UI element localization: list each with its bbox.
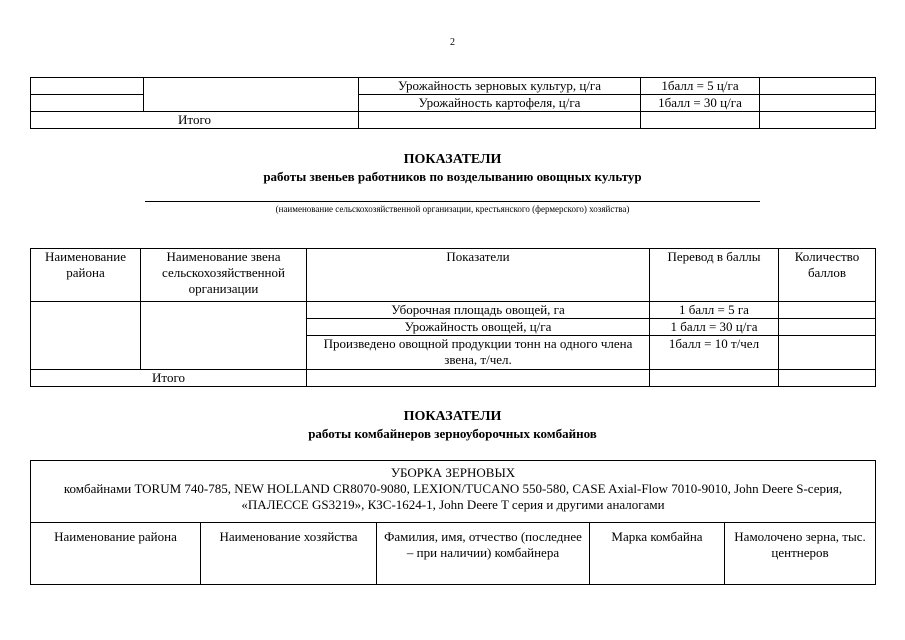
column-header: Количество баллов: [779, 249, 876, 302]
organization-name-line: [145, 201, 760, 202]
section-heading-vegetables: [0, 151, 905, 185]
indicator-cell: Урожайность овощей, ц/га: [307, 319, 650, 336]
column-header: Показатели: [307, 249, 650, 302]
conversion-cell: 1балл = 30 ц/га: [641, 95, 760, 112]
conversion-cell: 1балл = 5 ц/га: [641, 78, 760, 95]
grain-yield-table: [30, 77, 876, 129]
column-header: Фамилия, имя, отчество (последнее – при наличии) комбайнера: [377, 523, 590, 585]
page-number: 2: [450, 37, 455, 48]
indicator-cell: Урожайность картофеля, ц/га: [359, 95, 641, 112]
column-header: Наименование звена сельскохозяйственной организации: [141, 249, 307, 302]
indicator-cell: Уборочная площадь овощей, га: [307, 302, 650, 319]
table-banner-row: [31, 461, 876, 523]
column-header: Наименование района: [31, 523, 201, 585]
banner-text: комбайнами TORUM 740-785, NEW HOLLAND CR8070-9080, LEXION/TUCANO 550-580, CASE Axial-Flow 7010-9010, John Deere S-серия, «ПАЛЕССЕ GS3219», КЗС-1624-1, John Deere T серия и другими аналогами: [63, 481, 843, 512]
total-label: Итого: [31, 370, 307, 387]
table-header-row: [31, 249, 876, 302]
column-header: Наименование района: [31, 249, 141, 302]
harvest-banner: [31, 461, 876, 523]
section-subtitle: работы комбайнеров зерноуборочных комбайнов: [308, 426, 597, 441]
indicator-cell: Произведено овощной продукции тонн на одного члена звена, т/чел.: [307, 336, 650, 370]
table-row: [31, 78, 876, 95]
table-row: [31, 302, 876, 319]
table-header-row: [31, 523, 876, 585]
conversion-cell: 1 балл = 30 ц/га: [650, 319, 779, 336]
table-row: [31, 112, 876, 129]
section-subtitle: работы звеньев работников по возделыванию овощных культур: [263, 169, 642, 184]
combine-operators-table: [30, 460, 876, 585]
organization-caption: (наименование сельскохозяйственной организации, крестьянского (фермерского) хозяйства): [275, 204, 630, 214]
column-header: Марка комбайна: [590, 523, 725, 585]
conversion-cell: 1балл = 10 т/чел: [650, 336, 779, 370]
conversion-cell: 1 балл = 5 га: [650, 302, 779, 319]
banner-title: УБОРКА ЗЕРНОВЫХ: [390, 465, 516, 480]
column-header: Перевод в баллы: [650, 249, 779, 302]
indicator-cell: Урожайность зерновых культур, ц/га: [359, 78, 641, 95]
total-label: Итого: [31, 112, 359, 129]
table-row: [31, 370, 876, 387]
section-title: ПОКАЗАТЕЛИ: [403, 409, 502, 424]
section-heading-combines: [0, 408, 905, 442]
section-title: ПОКАЗАТЕЛИ: [403, 152, 502, 167]
column-header: Наименование хозяйства: [201, 523, 377, 585]
column-header: Намолочено зерна, тыс. центнеров: [725, 523, 876, 585]
vegetable-teams-table: [30, 248, 876, 387]
